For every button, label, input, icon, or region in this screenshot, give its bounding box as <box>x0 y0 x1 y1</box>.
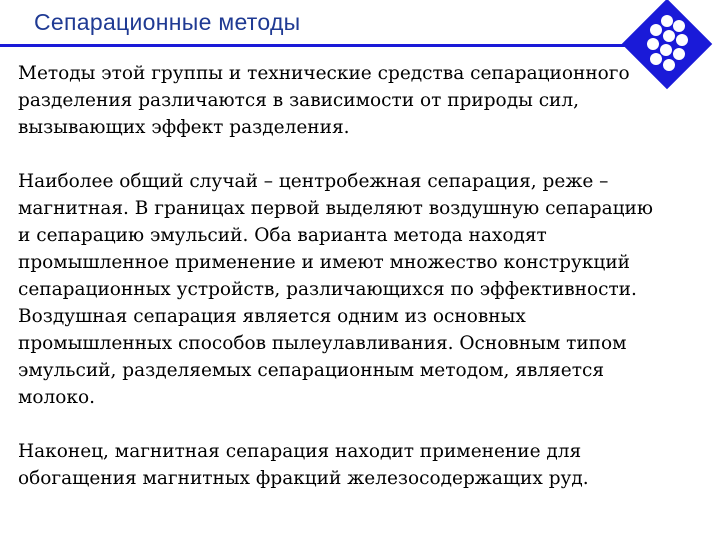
slide-body <box>18 60 708 519</box>
text-line: Наиболее общий случай – центробежная сепарация, реже – <box>18 171 609 192</box>
title-underline <box>0 44 662 47</box>
text-line: Методы этой группы и технические средства сепарационного <box>18 63 630 84</box>
text-line: вызывающих эффект разделения. <box>18 117 350 138</box>
paragraph-2 <box>18 168 708 411</box>
text-line: и сепарацию эмульсий. Оба варианта метода находят <box>18 225 547 246</box>
text-line: сепарационных устройств, различающихся по эффективности. <box>18 279 637 300</box>
text-line: промышленных способов пылеулавливания. Основным типом <box>18 333 627 354</box>
text-line: разделения различаются в зависимости от природы сил, <box>18 90 580 111</box>
slide-title: Сепарационные методы <box>34 9 301 35</box>
text-line: промышленное применение и имеют множество конструкций <box>18 252 630 273</box>
text-line: молоко. <box>18 387 95 408</box>
text-line: магнитная. В границах первой выделяют воздушную сепарацию <box>18 198 653 219</box>
text-line: Наконец, магнитная сепарация находит применение для <box>18 441 582 462</box>
paragraph-3 <box>18 438 708 492</box>
text-line: эмульсий, разделяемых сепарационным методом, является <box>18 360 605 381</box>
text-line: обогащения магнитных фракций железосодержащих руд. <box>18 468 589 489</box>
text-line: Воздушная сепарация является одним из основных <box>18 306 526 327</box>
paragraph-1 <box>18 60 708 141</box>
